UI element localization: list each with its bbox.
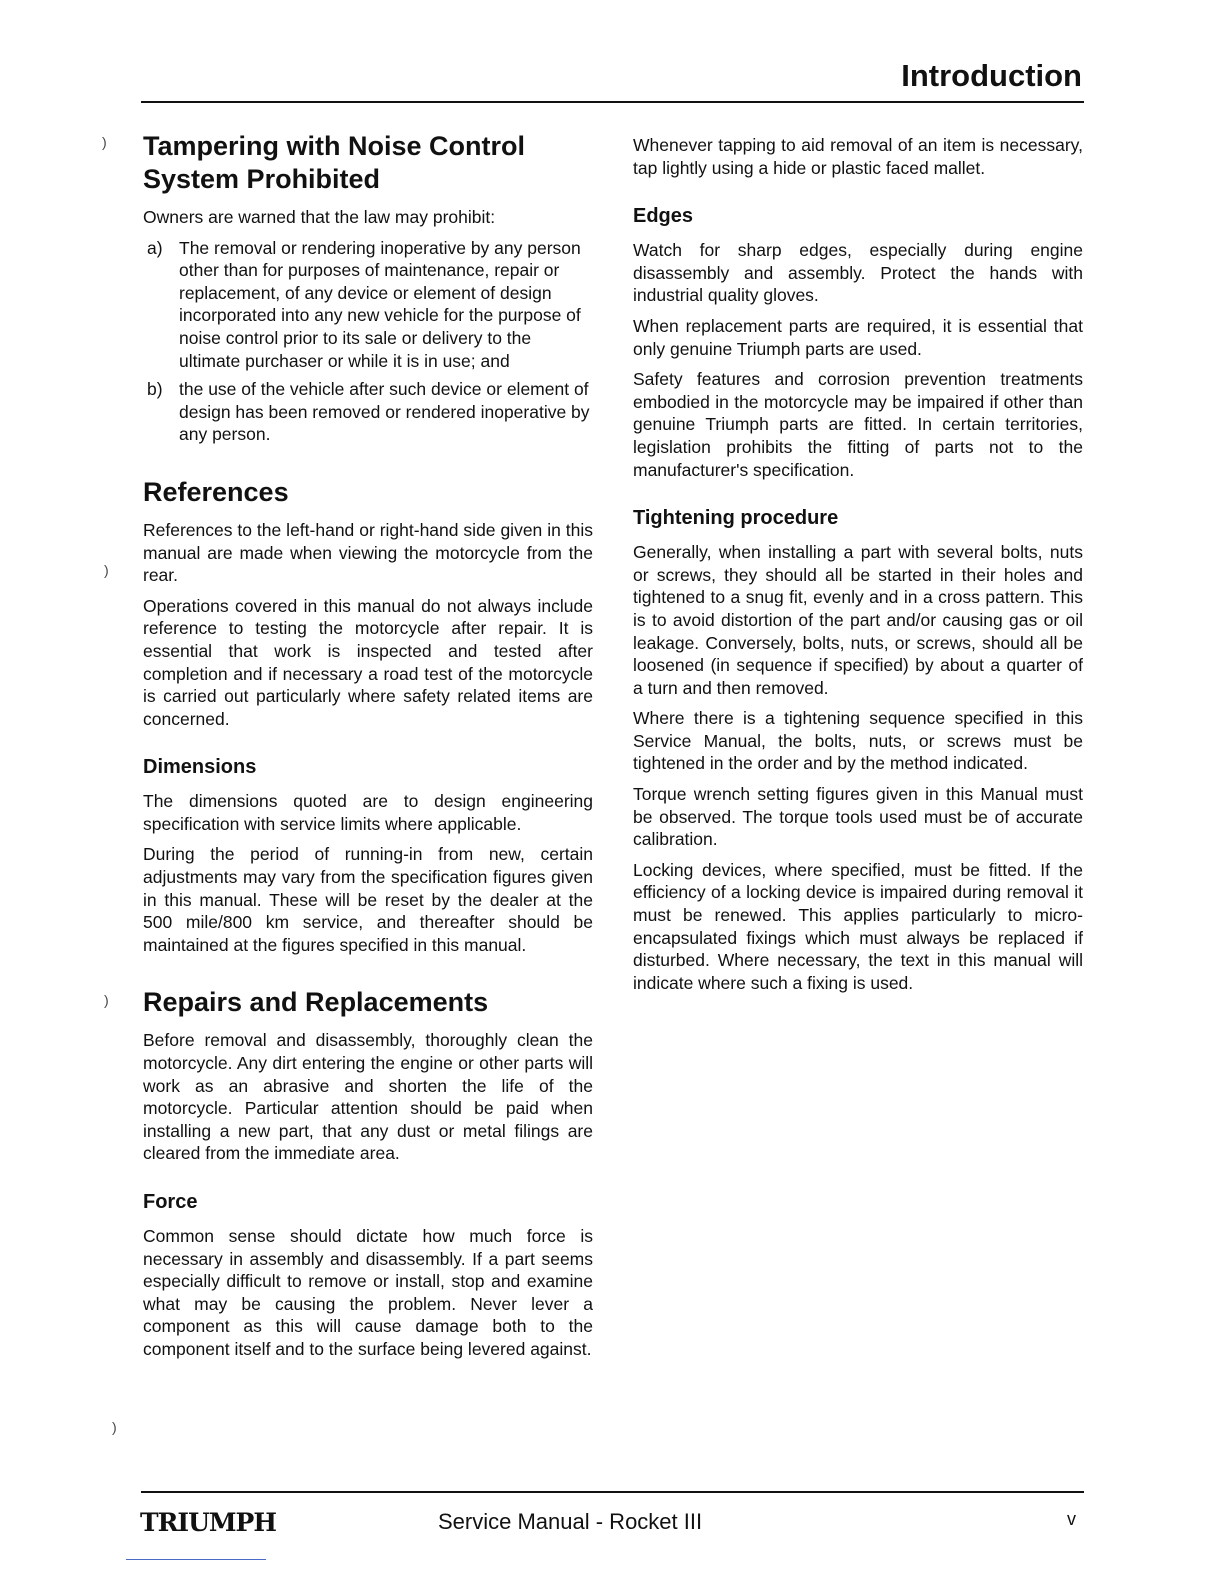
section-heading-references: References — [143, 476, 289, 507]
subheading-force: Force — [143, 1191, 198, 1213]
paragraph: Watch for sharp edges, especially during engine disassembly and assembly. Protect the hands with industrial quality gloves. — [633, 240, 1083, 306]
subheading-edges: Edges — [633, 205, 694, 228]
paragraph: References to the left-hand or right-hand side given in this manual are made when viewing the motorcycle from the rear. — [143, 519, 593, 586]
binder-hole-mark: ) — [102, 134, 107, 150]
triumph-logo: TRIUMPH — [140, 1508, 276, 1537]
paragraph: When replacement parts are required, it is essential that only genuine Triumph parts are used. — [633, 315, 1083, 359]
paragraph: During the period of running-in from new, certain adjustments may vary from the specification figures given in this manual. These will be reset by the dealer at the 500 mile/800 km service, and thereafter should be maintained at the figures specified in this manual. — [143, 844, 593, 955]
left-column — [143, 130, 593, 1369]
paragraph: Locking devices, where specified, must be fitted. If the efficiency of a locking device is impaired during removal it must be renewed. This applies particularly to micro-encapsulated fixings which must always be replaced if disturbed. Where necessary, the text in this manual will indicate where such a fixing is used. — [633, 859, 1083, 993]
section-heading-tampering: Tampering with Noise Control System Prohibited — [143, 131, 526, 194]
list-item — [143, 378, 593, 446]
footer-divider — [141, 1491, 1084, 1493]
paragraph: The dimensions quoted are to design engineering specification with service limits where applicable. — [143, 791, 593, 834]
list-item — [143, 237, 593, 373]
tampering-intro: Owners are warned that the law may prohibit: — [143, 207, 496, 227]
paragraph: Torque wrench setting figures given in this Manual must be observed. The torque tools used must be of accurate calibration. — [633, 784, 1083, 850]
footer-title: Service Manual - Rocket III — [438, 1509, 703, 1534]
list-item-text: The removal or rendering inoperative by any person other than for purposes of maintenance, repair or replacement, of any device or element of design incorporated into any new vehicle for the purpose of noise control prior to its sale or delivery to the ultimate purchaser or while it is in use; and — [179, 237, 581, 371]
subheading-dimensions: Dimensions — [143, 756, 257, 779]
page-number: v — [1067, 1509, 1076, 1529]
binder-hole-mark: ) — [104, 562, 109, 578]
paragraph: Where there is a tightening sequence specified in this Service Manual, the bolts, nuts, or screws must be tightened in the order and by the method indicated. — [633, 708, 1083, 774]
paragraph: Safety features and corrosion prevention treatments embodied in the motorcycle may be impaired if other than genuine Triumph parts are fitted. In certain territories, legislation prohibits the fitting of parts not to the manufacturer's specification. — [633, 369, 1083, 480]
section-heading-repairs: Repairs and Replacements — [143, 987, 489, 1018]
header-divider — [141, 101, 1084, 103]
binder-hole-mark: ) — [104, 992, 109, 1008]
paragraph: Whenever tapping to aid removal of an item is necessary, tap lightly using a hide or plastic faced mallet. — [633, 135, 1083, 178]
paragraph: Before removal and disassembly, thoroughly clean the motorcycle. Any dirt entering the engine or other parts will work as an abrasive and shorten the life of the motorcycle. Particular attention should be paid when installing a new part, that any dust or metal filings are cleared from the immediate area. — [143, 1030, 593, 1164]
right-column — [633, 134, 1083, 1002]
list-item-text: the use of the vehicle after such device or element of design has been removed or rendered inoperative by any person. — [179, 379, 590, 445]
tampering-list — [143, 237, 593, 446]
paragraph: Operations covered in this manual do not always include reference to testing the motorcycle after repair. It is essential that work is inspected and tested after completion and if necessary a road test of the motorcycle is carried out particularly where safety related items are concerned. — [143, 595, 593, 729]
list-marker: b) — [147, 379, 163, 400]
page-title: Introduction — [901, 58, 1082, 93]
paragraph: Generally, when installing a part with several bolts, nuts or screws, they should all be started in their holes and tightened to a snug fit, evenly and in a cross pattern. This is to avoid distortion of the part and/or causing gas or oil leakage. Conversely, bolts, nuts, or screws, should all be loosened (in sequence if specified) by about a quarter of a turn and then removed. — [633, 542, 1083, 698]
paragraph: Common sense should dictate how much force is necessary in assembly and disassembly. If a part seems especially difficult to remove or install, stop and examine what may be causing the problem. Never lever a component as this will cause damage both to the component itself and to the surface being levered against. — [143, 1226, 593, 1359]
binder-hole-mark: ) — [112, 1419, 117, 1435]
link-underline — [126, 1559, 266, 1560]
list-marker: a) — [147, 237, 163, 258]
subheading-tightening: Tightening procedure — [633, 507, 839, 530]
